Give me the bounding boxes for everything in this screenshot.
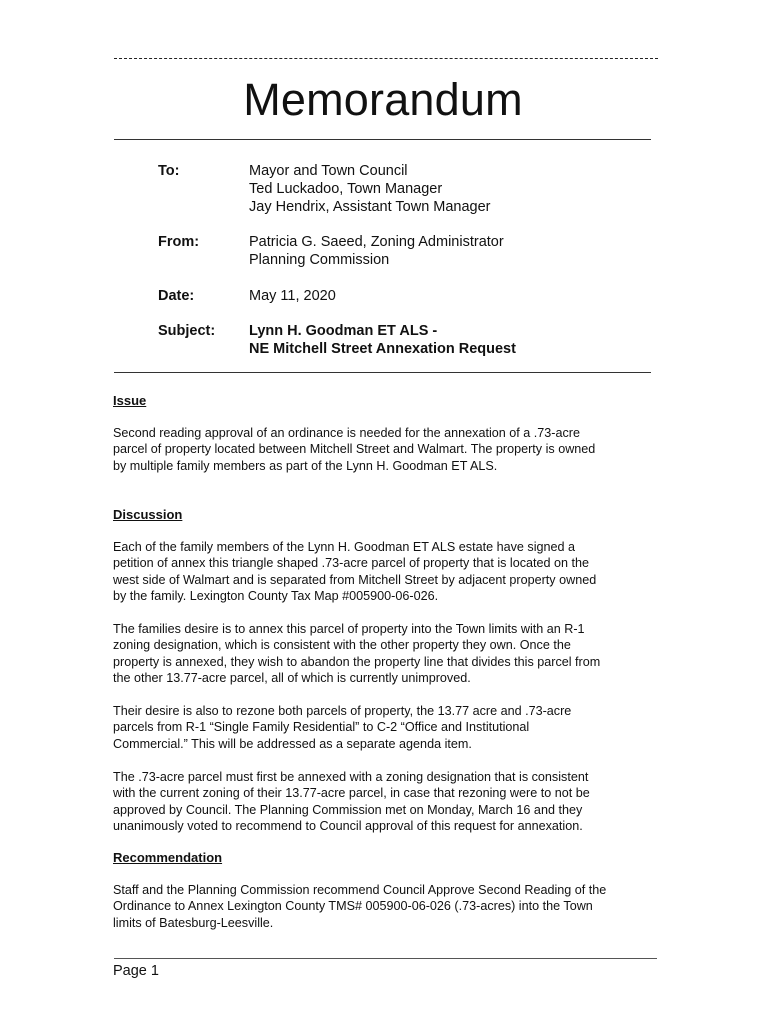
text-line: The .73-acre parcel must first be annexed with a zoning designation that is consistent — [113, 770, 589, 784]
discussion-paragraph-2 — [113, 621, 673, 687]
to-line: Jay Hendrix, Assistant Town Manager — [249, 199, 491, 215]
text-line: by the family. Lexington County Tax Map #005900-06-026. — [113, 589, 439, 604]
from-label: From: — [158, 234, 200, 250]
to-label: To: — [158, 163, 180, 179]
text-line: parcels from R-1 “Single Family Residential” to C-2 “Office and Institutional — [113, 720, 530, 735]
to-line: Ted Luckadoo, Town Manager — [249, 181, 443, 197]
subject-line: Lynn H. Goodman ET ALS - — [249, 323, 438, 339]
text-line: parcel of property located between Mitchell Street and Walmart. The property is owned — [113, 442, 596, 457]
text-line: Commercial.” This will be addressed as a separate agenda item. — [113, 736, 472, 751]
text-line: property is annexed, they wish to abandon the property line that divides this parcel from — [113, 654, 601, 669]
header-top-rule — [114, 139, 651, 140]
discussion-heading: Discussion — [113, 507, 183, 522]
discussion-paragraph-1 — [113, 539, 673, 605]
text-line: Ordinance to Annex Lexington County TMS# 005900-06-026 (.73-acres) into the Town — [113, 899, 593, 914]
footer-rule — [114, 958, 657, 959]
from-line: Planning Commission — [249, 252, 390, 268]
to-recipients — [249, 162, 491, 216]
issue-heading: Issue — [113, 393, 147, 408]
text-line: The families desire is to annex this parcel of property into the Town limits with an R-1 — [113, 622, 585, 636]
text-line: Their desire is also to rezone both parcels of property, the 13.77 acre and .73-acre — [113, 704, 572, 718]
recommendation-paragraph — [113, 882, 673, 931]
text-line: Staff and the Planning Commission recommend Council Approve Second Reading of the — [113, 883, 607, 897]
text-line: approved by Council. The Planning Commission met on Monday, March 16 and they — [113, 802, 583, 817]
discussion-paragraph-3 — [113, 703, 673, 752]
to-line: Mayor and Town Council — [249, 163, 408, 179]
text-line: with the current zoning of their 13.77-acre parcel, in case that rezoning were to not be — [113, 786, 590, 801]
recommendation-heading: Recommendation — [113, 850, 223, 865]
text-line: petition of annex this triangle shaped .73-acre parcel of property that is located on the — [113, 556, 590, 571]
subject-line: NE Mitchell Street Annexation Request — [249, 341, 516, 357]
issue-paragraph — [113, 425, 673, 474]
discussion-paragraph-4 — [113, 769, 673, 835]
text-line: Second reading approval of an ordinance is needed for the annexation of a .73-acre — [113, 426, 580, 440]
text-line: zoning designation, which is consistent with the other property they own. Once the — [113, 638, 571, 653]
date-label: Date: — [158, 288, 195, 304]
text-line: limits of Batesburg-Leesville. — [113, 915, 274, 930]
date-value: May 11, 2020 — [249, 288, 336, 304]
top-dashed-rule — [114, 58, 658, 59]
text-line: the other 13.77-acre parcel, all of which is currently unimproved. — [113, 671, 471, 686]
subject-label: Subject: — [158, 323, 216, 339]
text-line: unanimously voted to recommend to Council approval of this request for annexation. — [113, 819, 583, 834]
from-senders — [249, 233, 504, 269]
page-number: Page 1 — [113, 963, 159, 979]
text-line: by multiple family members as part of the Lynn H. Goodman ET ALS. — [113, 458, 498, 473]
subject-value — [249, 322, 516, 358]
memo-title: Memorandum — [243, 74, 523, 125]
text-line: Each of the family members of the Lynn H. Goodman ET ALS estate have signed a — [113, 540, 576, 554]
from-line: Patricia G. Saeed, Zoning Administrator — [249, 234, 504, 250]
header-bottom-rule — [114, 372, 651, 373]
text-line: west side of Walmart and is separated from Mitchell Street by adjacent property owned — [113, 572, 597, 587]
